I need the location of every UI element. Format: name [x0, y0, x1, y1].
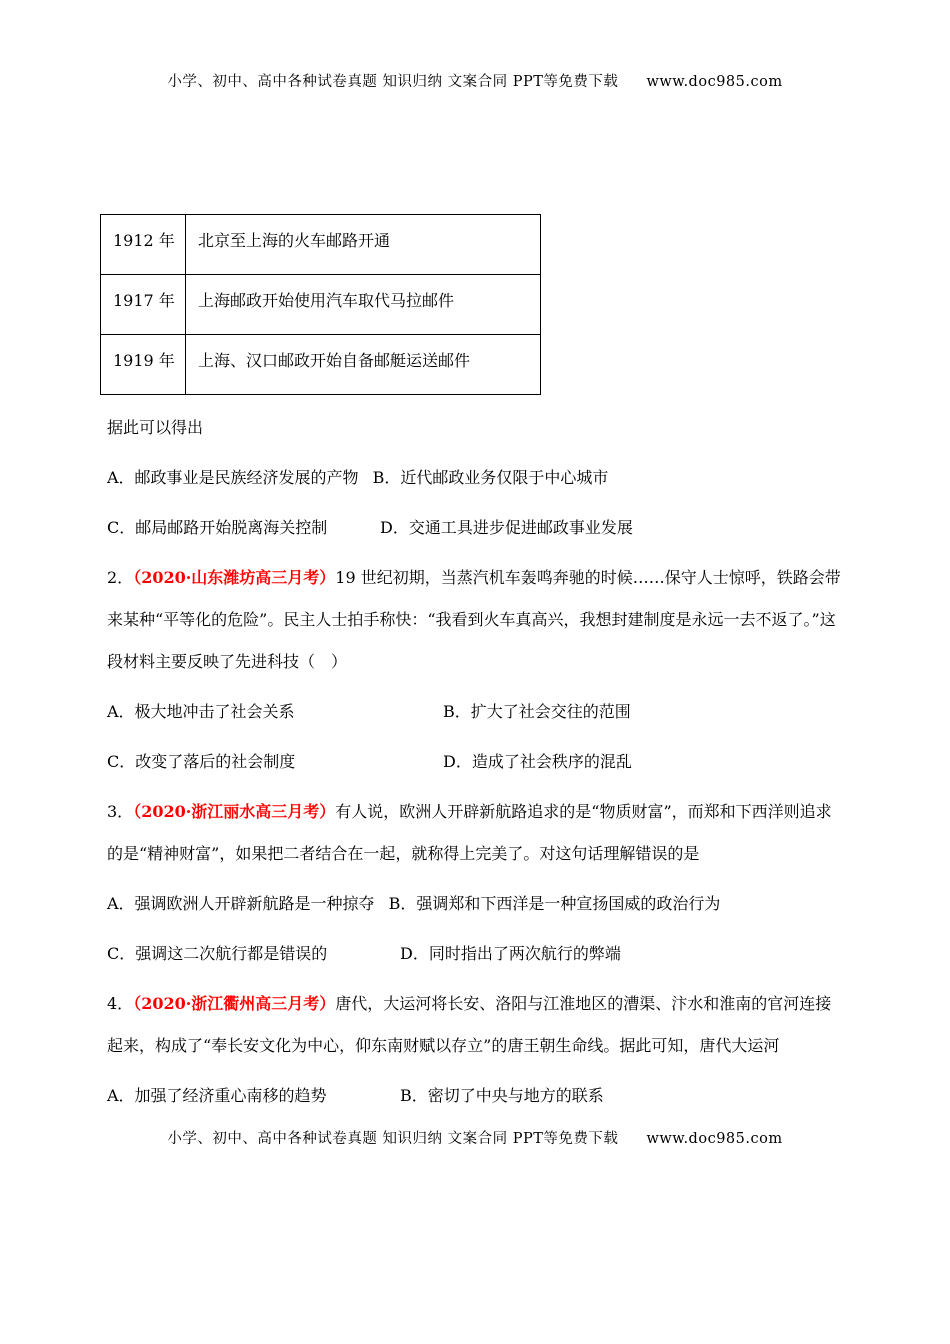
option-b: B．扩大了社会交往的范围 [443, 702, 631, 721]
question-number: 2． [107, 568, 134, 587]
table-row [101, 335, 541, 395]
year-cell: 1912 年 [101, 215, 186, 275]
event-cell: 上海邮政开始使用汽车取代马拉邮件 [186, 275, 541, 335]
question-body: 唐代，大运河将长安、洛阳与江淮地区的漕渠、汴水和淮南的官河连接起来，构成了“奉长安文化为中心，仰东南财赋以存立”的唐王朝生命线。据此可知，唐代大运河 [107, 994, 832, 1055]
question-number: 4． [107, 994, 134, 1013]
events-table [100, 214, 541, 395]
option-d: D．交通工具进步促进邮政事业发展 [380, 518, 633, 537]
option-a: A．加强了经济重心南移的趋势 [107, 1086, 327, 1105]
question-4-paragraph [107, 983, 843, 1067]
question-body: 有人说，欧洲人开辟新航路追求的是“物质财富”，而郑和下西洋则追求的是“精神财富”，如果把二者结合在一起，就称得上完美了。对这句话理解错误的是 [107, 802, 832, 863]
option-a: A．邮政事业是民族经济发展的产物 [107, 468, 359, 487]
header-url: www.doc985.com [646, 74, 783, 90]
document-content [107, 214, 843, 1117]
question-source: （2020·浙江丽水高三月考） [133, 802, 336, 821]
q1-options-ab [107, 457, 843, 499]
year-cell: 1917 年 [101, 275, 186, 335]
option-b: B．近代邮政业务仅限于中心城市 [372, 468, 609, 487]
q2-options-ab [107, 691, 843, 733]
option-a: A．强调欧洲人开辟新航路是一种掠夺 [107, 894, 375, 913]
option-b: B．密切了中央与地方的联系 [400, 1086, 604, 1105]
footer-text: 小学、初中、高中各种试卷真题 知识归纳 文案合同 PPT等免费下载 [167, 1131, 619, 1147]
q1-conclusion: 据此可以得出 [107, 418, 204, 437]
option-c: C．强调这二次航行都是错误的 [107, 944, 328, 963]
question-2-paragraph [107, 557, 843, 683]
option-c: C．邮局邮路开始脱离海关控制 [107, 518, 328, 537]
option-a: A．极大地冲击了社会关系 [107, 702, 295, 721]
header-text: 小学、初中、高中各种试卷真题 知识归纳 文案合同 PPT等免费下载 [167, 74, 619, 90]
q4-options-ab [107, 1075, 843, 1117]
event-cell: 北京至上海的火车邮路开通 [186, 215, 541, 275]
question-number: 3． [107, 802, 134, 821]
option-d: D．造成了社会秩序的混乱 [443, 752, 632, 771]
question-3-paragraph [107, 791, 843, 875]
table-row [101, 275, 541, 335]
option-b: B．强调郑和下西洋是一种宣扬国威的政治行为 [388, 894, 721, 913]
q3-options-cd [107, 933, 843, 975]
site-header [0, 0, 950, 91]
option-d: D．同时指出了两次航行的弊端 [400, 944, 621, 963]
event-cell: 上海、汉口邮政开始自备邮艇运送邮件 [186, 335, 541, 395]
footer-url: www.doc985.com [646, 1131, 783, 1147]
q2-options-cd [107, 741, 843, 783]
site-footer [0, 1127, 950, 1188]
question-source: （2020·山东潍坊高三月考） [133, 568, 336, 587]
option-c: C．改变了落后的社会制度 [107, 752, 296, 771]
q3-options-ab [107, 883, 843, 925]
q1-options-cd [107, 507, 843, 549]
table-row [101, 215, 541, 275]
question-body: 19 世纪初期，当蒸汽机车轰鸣奔驰的时候……保守人士惊呼，铁路会带来某种“平等化的危险”。民主人士拍手称快：“我看到火车真高兴，我想封建制度是永远一去不返了。”这段材料主要反映了先进科技（ ） [107, 568, 841, 671]
question-source: （2020·浙江衢州高三月考） [133, 994, 336, 1013]
year-cell: 1919 年 [101, 335, 186, 395]
